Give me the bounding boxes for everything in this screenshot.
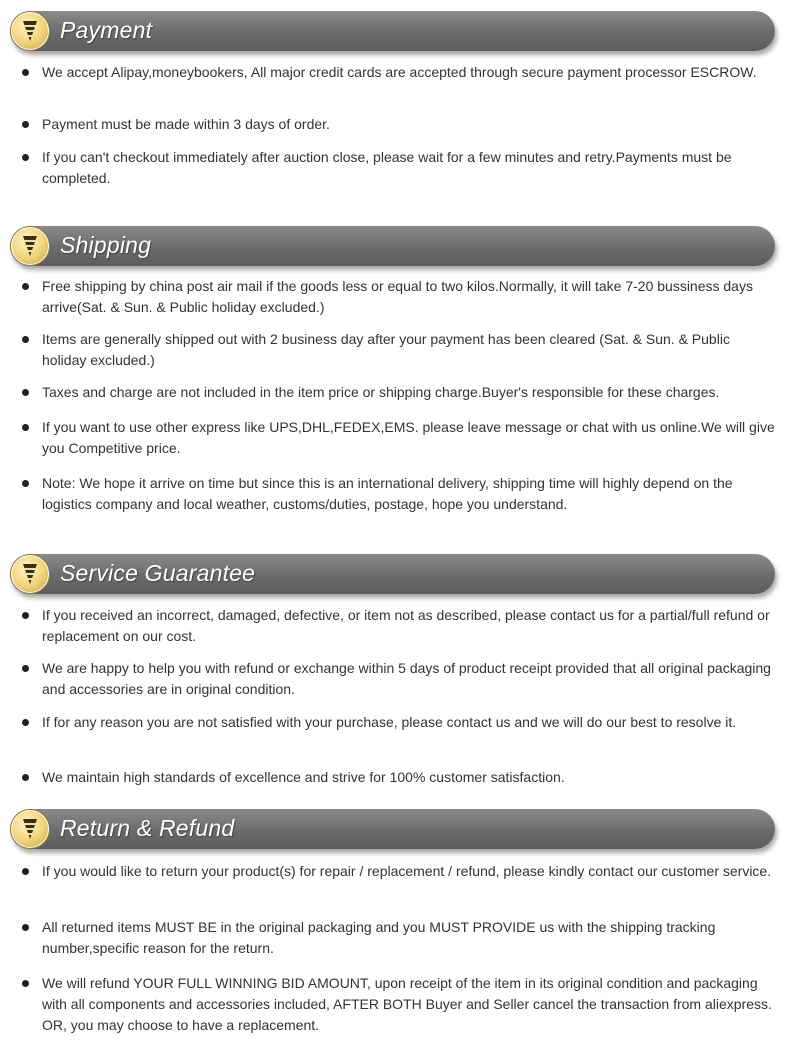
- bullet-icon: [22, 665, 29, 672]
- list-item: If for any reason you are not satisfied with your purchase, please contact us and we will do our best to resolve it.: [22, 712, 777, 733]
- bullet-icon: [22, 69, 29, 76]
- bullet-icon: [22, 283, 29, 290]
- section-title: Payment: [60, 17, 153, 43]
- bullet-icon: [22, 612, 29, 619]
- bullet-icon: [22, 774, 29, 781]
- section-title: Shipping: [60, 232, 152, 258]
- bullet-icon: [22, 424, 29, 431]
- bullet-icon: [22, 924, 29, 931]
- list-item: If you want to use other express like UPS,DHL,FEDEX,EMS. please leave message or chat with us online.We will give you Competitive price.: [22, 417, 777, 459]
- arrow-down-icon: [11, 12, 49, 50]
- list-item: Items are generally shipped out with 2 business day after your payment has been cleared (Sat. & Sun. & Public holiday excluded.): [22, 329, 777, 371]
- list-item: Free shipping by china post air mail if the goods less or equal to two kilos.Normally, it will take 7-20 bussiness days arrive(Sat. & Sun. & Public holiday excluded.): [22, 276, 777, 318]
- list-item: We maintain high standards of excellence and strive for 100% customer satisfaction.: [22, 767, 777, 788]
- list-item: We accept Alipay,moneybookers, All major credit cards are accepted through secure payment processor ESCROW.: [22, 62, 777, 83]
- bullet-icon: [22, 336, 29, 343]
- list-item: We are happy to help you with refund or exchange within 5 days of product receipt provided that all original packaging and accessories are in original condition.: [22, 658, 777, 700]
- bullet-icon: [22, 389, 29, 396]
- list-item: If you can't checkout immediately after auction close, please wait for a few minutes and retry.Payments must be completed.: [22, 147, 777, 189]
- list-item: If you would like to return your product(s) for repair / replacement / refund, please kindly contact our customer service.: [22, 861, 777, 882]
- list-item: We will refund YOUR FULL WINNING BID AMOUNT, upon receipt of the item in its original condition and packaging with all components and accessories included, AFTER BOTH Buyer and Seller cancel the transaction from aliexpress. OR, you may choose to have a replacement.: [22, 973, 777, 1036]
- bullet-icon: [22, 980, 29, 987]
- list-item: All returned items MUST BE in the original packaging and you MUST PROVIDE us with the shipping tracking number,specific reason for the return.: [22, 917, 777, 959]
- section-title: Service Guarantee: [60, 560, 256, 586]
- bullet-icon: [22, 480, 29, 487]
- section-banner: [10, 226, 775, 266]
- list-item: If you received an incorrect, damaged, defective, or item not as described, please contact us for a partial/full refund or replacement on our cost.: [22, 605, 777, 647]
- section-banner: [10, 11, 775, 51]
- section-title: Return & Refund: [60, 815, 235, 841]
- list-item: Payment must be made within 3 days of order.: [22, 114, 777, 135]
- list-item: Taxes and charge are not included in the item price or shipping charge.Buyer's responsible for these charges.: [22, 382, 777, 403]
- section-banner: [10, 554, 775, 594]
- arrow-down-icon: [11, 227, 49, 265]
- list-item: Note: We hope it arrive on time but since this is an international delivery, shipping time will highly depend on the logistics company and local weather, customs/duties, postage, hope you understand.: [22, 473, 777, 515]
- bullet-icon: [22, 154, 29, 161]
- bullet-icon: [22, 719, 29, 726]
- arrow-down-icon: [11, 810, 49, 848]
- section-banner: [10, 809, 775, 849]
- bullet-icon: [22, 868, 29, 875]
- arrow-down-icon: [11, 555, 49, 593]
- bullet-icon: [22, 121, 29, 128]
